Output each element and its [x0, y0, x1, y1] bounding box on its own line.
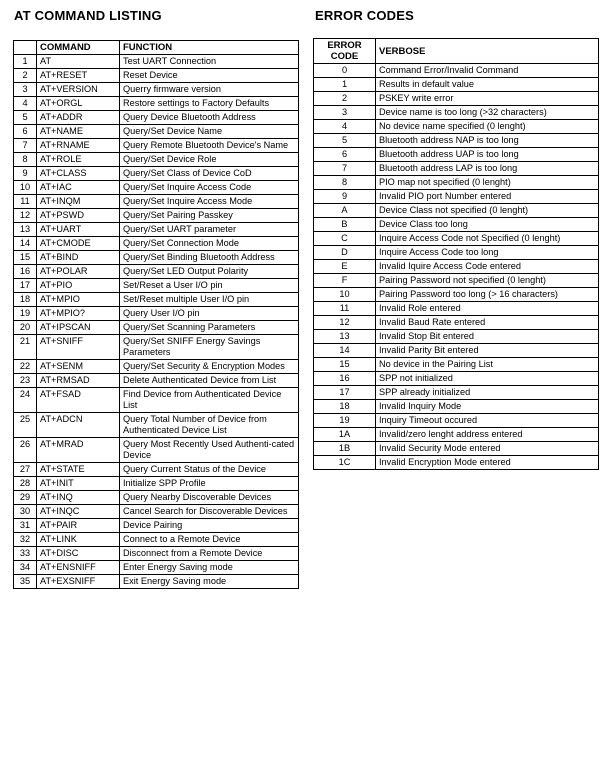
command-cell: AT+ENSNIFF	[37, 561, 120, 575]
verbose-cell: Invalid PIO port Number entered	[376, 190, 599, 204]
command-cell: AT+MPIO?	[37, 307, 120, 321]
row-number: 35	[14, 575, 37, 589]
command-column-header: COMMAND	[37, 41, 120, 55]
error-code-cell: 14	[314, 344, 376, 358]
table-row	[14, 181, 299, 195]
error-code-cell: 1B	[314, 442, 376, 456]
verbose-cell: Invalid Encryption Mode entered	[376, 456, 599, 470]
table-row	[14, 491, 299, 505]
table-row	[14, 195, 299, 209]
table-row	[14, 388, 299, 413]
error-code-cell: 15	[314, 358, 376, 372]
table-row	[314, 148, 599, 162]
command-cell: AT+MPIO	[37, 293, 120, 307]
table-row	[314, 134, 599, 148]
table-row	[14, 519, 299, 533]
table-header-row	[14, 41, 299, 55]
verbose-cell: Invalid Parity Bit entered	[376, 344, 599, 358]
table-row	[14, 265, 299, 279]
table-row	[314, 302, 599, 316]
table-row	[314, 176, 599, 190]
table-row	[314, 442, 599, 456]
row-number: 34	[14, 561, 37, 575]
function-cell: Query Device Bluetooth Address	[120, 111, 299, 125]
row-number: 3	[14, 83, 37, 97]
error-code-cell: E	[314, 260, 376, 274]
verbose-cell: PIO map not specified (0 lenght)	[376, 176, 599, 190]
row-number: 29	[14, 491, 37, 505]
row-number: 23	[14, 374, 37, 388]
row-number: 19	[14, 307, 37, 321]
row-number: 28	[14, 477, 37, 491]
error-code-header-line1: ERROR	[327, 40, 362, 51]
verbose-cell: Command Error/Invalid Command	[376, 64, 599, 78]
table-row	[14, 293, 299, 307]
table-row	[14, 209, 299, 223]
verbose-cell: Inquire Access Code too long	[376, 246, 599, 260]
table-row	[14, 251, 299, 265]
function-cell: Restore settings to Factory Defaults	[120, 97, 299, 111]
error-code-cell: 1A	[314, 428, 376, 442]
table-row	[14, 321, 299, 335]
error-codes-title: ERROR CODES	[315, 8, 414, 23]
row-number: 10	[14, 181, 37, 195]
error-codes-table	[313, 38, 599, 470]
error-code-cell: 4	[314, 120, 376, 134]
command-cell: AT+BIND	[37, 251, 120, 265]
error-code-cell: 9	[314, 190, 376, 204]
function-cell: Query Total Number of Device from Authenticated Device List	[120, 413, 299, 438]
verbose-cell: Inquire Access Code not Specified (0 lenght)	[376, 232, 599, 246]
table-row	[314, 288, 599, 302]
table-row	[14, 223, 299, 237]
error-code-cell: C	[314, 232, 376, 246]
function-cell: Cancel Search for Discoverable Devices	[120, 505, 299, 519]
error-code-cell: A	[314, 204, 376, 218]
row-number: 20	[14, 321, 37, 335]
function-cell: Query Remote Bluetooth Device's Name	[120, 139, 299, 153]
row-number: 4	[14, 97, 37, 111]
function-cell: Query/Set Device Role	[120, 153, 299, 167]
command-cell: AT+PAIR	[37, 519, 120, 533]
command-cell: AT+ADCN	[37, 413, 120, 438]
row-number: 18	[14, 293, 37, 307]
command-cell: AT+DISC	[37, 547, 120, 561]
table-row	[14, 55, 299, 69]
command-cell: AT+STATE	[37, 463, 120, 477]
function-cell: Query/Set Pairing Passkey	[120, 209, 299, 223]
command-cell: AT+CLASS	[37, 167, 120, 181]
table-row	[314, 358, 599, 372]
table-row	[14, 561, 299, 575]
command-cell: AT+SENM	[37, 360, 120, 374]
command-cell: AT	[37, 55, 120, 69]
table-row	[14, 83, 299, 97]
table-row	[314, 316, 599, 330]
table-row	[14, 97, 299, 111]
verbose-cell: Device Class too long	[376, 218, 599, 232]
error-code-cell: 6	[314, 148, 376, 162]
error-code-cell: 11	[314, 302, 376, 316]
error-code-cell: 13	[314, 330, 376, 344]
table-row	[14, 575, 299, 589]
verbose-cell: Device Class not specified (0 lenght)	[376, 204, 599, 218]
error-code-cell: 5	[314, 134, 376, 148]
table-row	[14, 374, 299, 388]
function-cell: Set/Reset multiple User I/O pin	[120, 293, 299, 307]
table-row	[14, 413, 299, 438]
table-row	[314, 386, 599, 400]
function-cell: Query/Set Connection Mode	[120, 237, 299, 251]
verbose-cell: Pairing Password not specified (0 lenght)	[376, 274, 599, 288]
verbose-cell: Invalid Inquiry Mode	[376, 400, 599, 414]
command-cell: AT+RESET	[37, 69, 120, 83]
table-row	[314, 400, 599, 414]
command-cell: AT+UART	[37, 223, 120, 237]
error-code-cell: 16	[314, 372, 376, 386]
table-row	[314, 120, 599, 134]
row-number: 26	[14, 438, 37, 463]
function-cell: Reset Device	[120, 69, 299, 83]
command-cell: AT+CMODE	[37, 237, 120, 251]
error-code-header-line2: CODE	[330, 51, 359, 62]
row-number: 13	[14, 223, 37, 237]
command-cell: AT+RMSAD	[37, 374, 120, 388]
table-header-row	[314, 39, 599, 64]
function-cell: Exit Energy Saving mode	[120, 575, 299, 589]
row-number: 32	[14, 533, 37, 547]
verbose-cell: Inquiry Timeout occured	[376, 414, 599, 428]
function-cell: Query/Set Scanning Parameters	[120, 321, 299, 335]
verbose-cell: Bluetooth address UAP is too long	[376, 148, 599, 162]
error-code-cell: D	[314, 246, 376, 260]
verbose-cell: SPP not initialized	[376, 372, 599, 386]
row-number: 6	[14, 125, 37, 139]
table-row	[14, 153, 299, 167]
row-number: 5	[14, 111, 37, 125]
function-cell: Initialize SPP Profile	[120, 477, 299, 491]
verbose-column-header: VERBOSE	[376, 39, 599, 64]
command-cell: AT+POLAR	[37, 265, 120, 279]
error-code-cell: 3	[314, 106, 376, 120]
error-code-cell: 7	[314, 162, 376, 176]
row-number: 9	[14, 167, 37, 181]
at-command-table	[13, 40, 299, 589]
table-row	[314, 414, 599, 428]
verbose-cell: No device name specified (0 lenght)	[376, 120, 599, 134]
command-cell: AT+FSAD	[37, 388, 120, 413]
error-code-cell: 12	[314, 316, 376, 330]
error-code-cell: 18	[314, 400, 376, 414]
table-row	[14, 360, 299, 374]
table-row	[14, 438, 299, 463]
command-cell: AT+ROLE	[37, 153, 120, 167]
table-row	[14, 547, 299, 561]
function-cell: Find Device from Authenticated Device List	[120, 388, 299, 413]
error-code-cell: 10	[314, 288, 376, 302]
command-cell: AT+VERSION	[37, 83, 120, 97]
function-cell: Query/Set Inquire Access Mode	[120, 195, 299, 209]
table-row	[14, 69, 299, 83]
table-row	[14, 505, 299, 519]
command-cell: AT+INIT	[37, 477, 120, 491]
table-row	[14, 463, 299, 477]
command-cell: AT+INQ	[37, 491, 120, 505]
verbose-cell: Results in default value	[376, 78, 599, 92]
row-number: 8	[14, 153, 37, 167]
table-row	[314, 106, 599, 120]
error-code-cell: 1	[314, 78, 376, 92]
row-number: 11	[14, 195, 37, 209]
function-cell: Enter Energy Saving mode	[120, 561, 299, 575]
error-code-cell: F	[314, 274, 376, 288]
command-cell: AT+SNIFF	[37, 335, 120, 360]
verbose-cell: Invalid/zero lenght address entered	[376, 428, 599, 442]
command-cell: AT+MRAD	[37, 438, 120, 463]
at-command-rows	[14, 55, 299, 589]
function-cell: Test UART Connection	[120, 55, 299, 69]
row-number: 15	[14, 251, 37, 265]
command-cell: AT+IPSCAN	[37, 321, 120, 335]
verbose-cell: PSKEY write error	[376, 92, 599, 106]
verbose-cell: Invalid Baud Rate entered	[376, 316, 599, 330]
row-number: 30	[14, 505, 37, 519]
row-number: 21	[14, 335, 37, 360]
command-cell: AT+RNAME	[37, 139, 120, 153]
table-row	[314, 64, 599, 78]
function-cell: Query Most Recently Used Authenti-cated Device	[120, 438, 299, 463]
row-number: 12	[14, 209, 37, 223]
function-column-header: FUNCTION	[120, 41, 299, 55]
command-cell: AT+ADDR	[37, 111, 120, 125]
table-row	[14, 335, 299, 360]
row-number: 7	[14, 139, 37, 153]
command-cell: AT+IAC	[37, 181, 120, 195]
verbose-cell: Bluetooth address NAP is too long	[376, 134, 599, 148]
error-code-cell: 2	[314, 92, 376, 106]
table-row	[14, 237, 299, 251]
error-code-cell: B	[314, 218, 376, 232]
table-row	[314, 428, 599, 442]
function-cell: Querry firmware version	[120, 83, 299, 97]
function-cell: Query User I/O pin	[120, 307, 299, 321]
error-code-column-header	[314, 39, 376, 64]
table-row	[14, 477, 299, 491]
verbose-cell: Invalid Role entered	[376, 302, 599, 316]
row-number: 24	[14, 388, 37, 413]
table-row	[14, 125, 299, 139]
row-number: 2	[14, 69, 37, 83]
row-number: 33	[14, 547, 37, 561]
table-row	[14, 111, 299, 125]
verbose-cell: No device in the Pairing List	[376, 358, 599, 372]
function-cell: Disconnect from a Remote Device	[120, 547, 299, 561]
table-row	[314, 162, 599, 176]
error-code-rows	[314, 64, 599, 470]
table-row	[14, 533, 299, 547]
table-row	[314, 232, 599, 246]
row-number: 31	[14, 519, 37, 533]
table-row	[314, 344, 599, 358]
error-code-cell: 17	[314, 386, 376, 400]
verbose-cell: Invalid Security Mode entered	[376, 442, 599, 456]
table-row	[14, 307, 299, 321]
error-code-cell: 8	[314, 176, 376, 190]
table-row	[314, 274, 599, 288]
table-row	[314, 372, 599, 386]
table-row	[314, 92, 599, 106]
table-row	[14, 167, 299, 181]
number-column-header	[14, 41, 37, 55]
command-cell: AT+EXSNIFF	[37, 575, 120, 589]
command-cell: AT+INQM	[37, 195, 120, 209]
command-cell: AT+NAME	[37, 125, 120, 139]
function-cell: Query/Set Security & Encryption Modes	[120, 360, 299, 374]
function-cell: Set/Reset a User I/O pin	[120, 279, 299, 293]
function-cell: Connect to a Remote Device	[120, 533, 299, 547]
table-row	[314, 78, 599, 92]
verbose-cell: SPP already initialized	[376, 386, 599, 400]
table-row	[314, 260, 599, 274]
table-row	[314, 246, 599, 260]
table-row	[14, 139, 299, 153]
function-cell: Query/Set Inquire Access Code	[120, 181, 299, 195]
command-cell: AT+LINK	[37, 533, 120, 547]
command-cell: AT+INQC	[37, 505, 120, 519]
function-cell: Query/Set Device Name	[120, 125, 299, 139]
function-cell: Query Current Status of the Device	[120, 463, 299, 477]
row-number: 25	[14, 413, 37, 438]
verbose-cell: Invalid Stop Bit entered	[376, 330, 599, 344]
row-number: 22	[14, 360, 37, 374]
row-number: 17	[14, 279, 37, 293]
command-cell: AT+PIO	[37, 279, 120, 293]
row-number: 1	[14, 55, 37, 69]
command-cell: AT+PSWD	[37, 209, 120, 223]
verbose-cell: Device name is too long (>32 characters)	[376, 106, 599, 120]
error-code-cell: 0	[314, 64, 376, 78]
verbose-cell: Pairing Password too long (> 16 characters)	[376, 288, 599, 302]
table-row	[314, 456, 599, 470]
function-cell: Query Nearby Discoverable Devices	[120, 491, 299, 505]
function-cell: Device Pairing	[120, 519, 299, 533]
error-code-cell: 19	[314, 414, 376, 428]
table-row	[14, 279, 299, 293]
function-cell: Query/Set Class of Device CoD	[120, 167, 299, 181]
table-row	[314, 204, 599, 218]
function-cell: Query/Set SNIFF Energy Savings Parameters	[120, 335, 299, 360]
table-row	[314, 330, 599, 344]
function-cell: Query/Set UART parameter	[120, 223, 299, 237]
table-row	[314, 190, 599, 204]
function-cell: Delete Authenticated Device from List	[120, 374, 299, 388]
row-number: 27	[14, 463, 37, 477]
command-cell: AT+ORGL	[37, 97, 120, 111]
table-row	[314, 218, 599, 232]
function-cell: Query/Set LED Output Polarity	[120, 265, 299, 279]
function-cell: Query/Set Binding Bluetooth Address	[120, 251, 299, 265]
error-code-cell: 1C	[314, 456, 376, 470]
verbose-cell: Invalid Iquire Access Code entered	[376, 260, 599, 274]
row-number: 16	[14, 265, 37, 279]
verbose-cell: Bluetooth address LAP is too long	[376, 162, 599, 176]
row-number: 14	[14, 237, 37, 251]
at-command-listing-title: AT COMMAND LISTING	[14, 8, 162, 23]
